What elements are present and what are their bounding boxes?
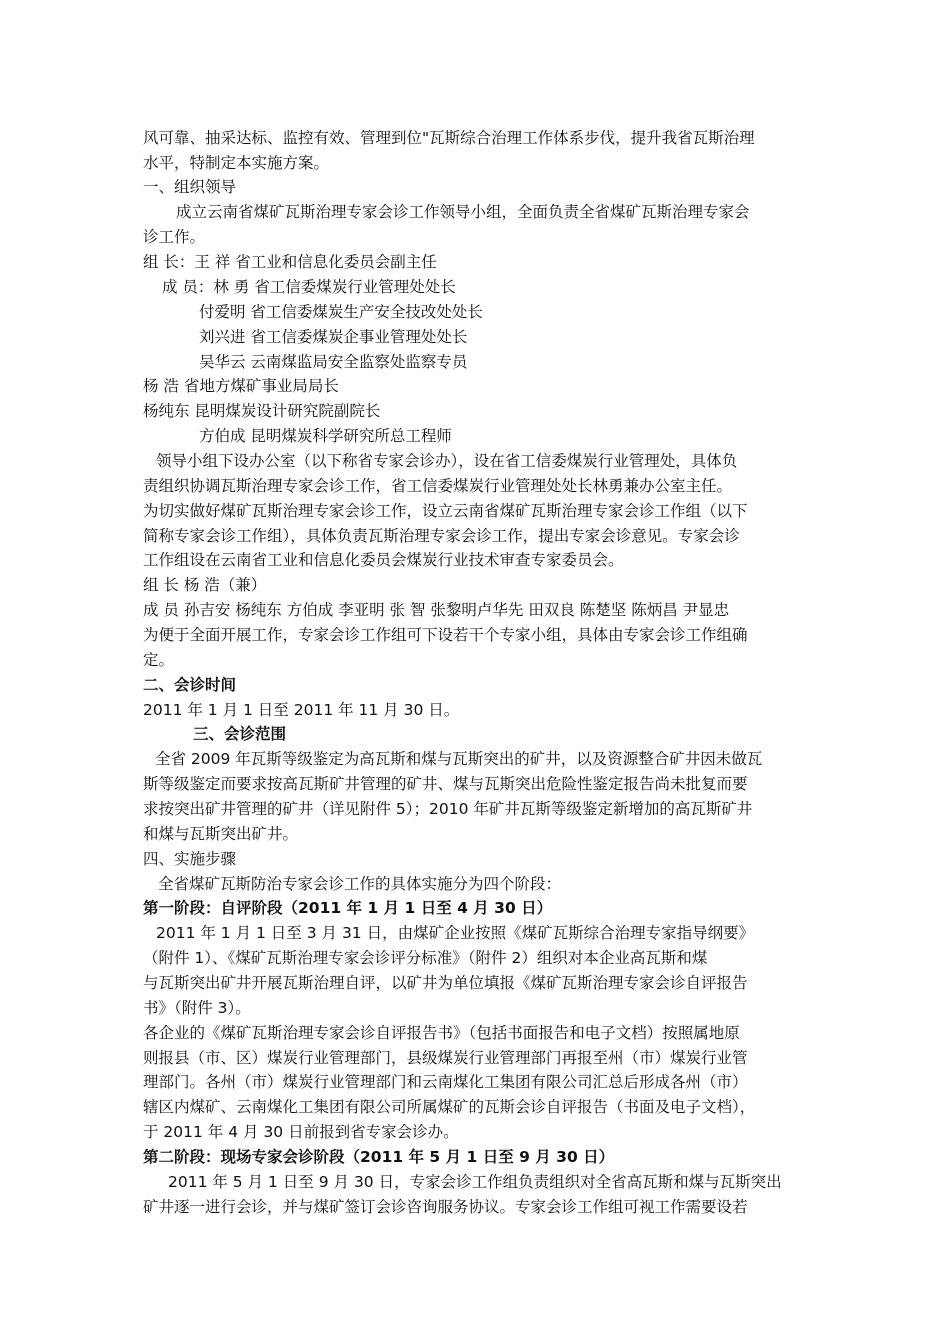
text-line: 水平，特制定本实施方案。 [143, 154, 330, 172]
section-heading: 二、会诊时间 [143, 676, 237, 694]
text-line: 工作组设在云南省工业和信息化委员会煤炭行业技术审查专家委员会。 [143, 551, 624, 569]
text-line: 杨纯东 昆明煤炭设计研究院副院长 [143, 402, 381, 420]
text-line: 责组织协调瓦斯治理专家会诊工作，省工信委煤炭行业管理处处长林勇兼办公室主任。 [143, 477, 733, 495]
text-line: 书》（附件 3）。 [143, 999, 251, 1017]
text-line: 组 长 杨 浩（兼） [143, 576, 267, 594]
section-heading: 四、实施步骤 [143, 850, 237, 868]
text-line: 为便于全面开展工作，专家会诊工作组可下设若干个专家小组，具体由专家会诊工作组确 [143, 626, 748, 644]
text-line: 付爱明 省工信委煤炭生产安全技改处处长 [199, 303, 483, 321]
text-line: 与瓦斯突出矿井开展瓦斯治理自评，以矿井为单位填报《煤矿瓦斯治理专家会诊自评报告 [143, 974, 748, 992]
text-line: 为切实做好煤矿瓦斯治理专家会诊工作，设立云南省煤矿瓦斯治理专家会诊工作组（以下 [143, 502, 748, 520]
text-line: 全省 2009 年瓦斯等级鉴定为高瓦斯和煤与瓦斯突出的矿井，以及资源整合矿井因未做瓦 [155, 750, 763, 768]
text-line: 理部门。各州（市）煤炭行业管理部门和云南煤化工集团有限公司汇总后形成各州（市） [143, 1073, 748, 1091]
text-line: 吴华云 云南煤监局安全监察处监察专员 [199, 353, 468, 371]
text-line: 成 员：林 勇 省工信委煤炭行业管理处处长 [162, 278, 456, 296]
text-line: 诊工作。 [143, 228, 206, 246]
stage-heading: 第二阶段：现场专家会诊阶段（2011 年 5 月 1 日至 9 月 30 日） [143, 1148, 615, 1166]
text-line: 2011 年 5 月 1 日至 9 月 30 日，专家会诊工作组负责组织对全省高瓦斯和煤与瓦斯突出 [168, 1173, 782, 1191]
stage-heading: 第一阶段：自评阶段（2011 年 1 月 1 日至 4 月 30 日） [143, 899, 553, 917]
text-line: 领导小组下设办公室（以下称省专家会诊办），设在省工信委煤炭行业管理处，具体负 [156, 452, 738, 470]
text-line: 杨 浩 省地方煤矿事业局局长 [143, 377, 339, 395]
text-line: 辖区内煤矿、云南煤化工集团有限公司所属煤矿的瓦斯会诊自评报告（书面及电子文档）， [143, 1098, 756, 1116]
text-line: 方伯成 昆明煤炭科学研究所总工程师 [199, 427, 452, 445]
text-line: 刘兴进 省工信委煤炭企事业管理处处长 [199, 328, 468, 346]
text-line: 风可靠、抽采达标、监控有效、管理到位"瓦斯综合治理工作体系步伐，提升我省瓦斯治理 [143, 129, 755, 147]
text-line: 矿井逐一进行会诊，并与煤矿签订会诊咨询服务协议。专家会诊工作组可视工作需要设若 [143, 1198, 748, 1216]
text-line: 组 长：王 祥 省工业和信息化委员会副主任 [143, 253, 437, 271]
text-line: 各企业的《煤矿瓦斯治理专家会诊自评报告书》（包括书面报告和电子文档）按照属地原 [143, 1024, 740, 1042]
text-line: 简称专家会诊工作组），具体负责瓦斯治理专家会诊工作，提出专家会诊意见。专家会诊 [143, 527, 740, 545]
text-line: 和煤与瓦斯突出矿井。 [143, 825, 299, 843]
text-line: 于 2011 年 4 月 30 日前报到省专家会诊办。 [143, 1123, 459, 1141]
section-heading: 三、会诊范围 [193, 725, 287, 743]
text-line: 成立云南省煤矿瓦斯治理专家会诊工作领导小组，全面负责全省煤矿瓦斯治理专家会 [176, 203, 750, 221]
section-heading: 一、组织领导 [143, 178, 237, 196]
text-line: 斯等级鉴定而要求按高瓦斯矿井管理的矿井、煤与瓦斯突出危险性鉴定报告尚未批复而要 [143, 775, 748, 793]
text-line: 则报县（市、区）煤炭行业管理部门，县级煤炭行业管理部门再报至州（市）煤炭行业管 [143, 1049, 748, 1067]
text-line: 定。 [143, 651, 175, 669]
text-line: 全省煤矿瓦斯防治专家会诊工作的具体实施分为四个阶段： [158, 875, 562, 893]
text-line: 2011 年 1 月 1 日至 2011 年 11 月 30 日。 [143, 701, 460, 719]
text-line: （附件 1）、《煤矿瓦斯治理专家会诊评分标准》（附件 2）组织对本企业高瓦斯和煤 [143, 949, 708, 967]
text-line: 成 员 孙吉安 杨纯东 方伯成 李亚明 张 智 张黎明卢华先 田双良 陈楚坚 陈炳昌 尹显忠 [143, 601, 730, 619]
text-line: 求按突出矿井管理的矿井（详见附件 5）；2010 年矿井瓦斯等级鉴定新增加的高瓦斯矿井 [143, 800, 753, 818]
text-line: 2011 年 1 月 1 日至 3 月 31 日，由煤矿企业按照《煤矿瓦斯综合治理专家指导纲要》 [156, 924, 755, 942]
